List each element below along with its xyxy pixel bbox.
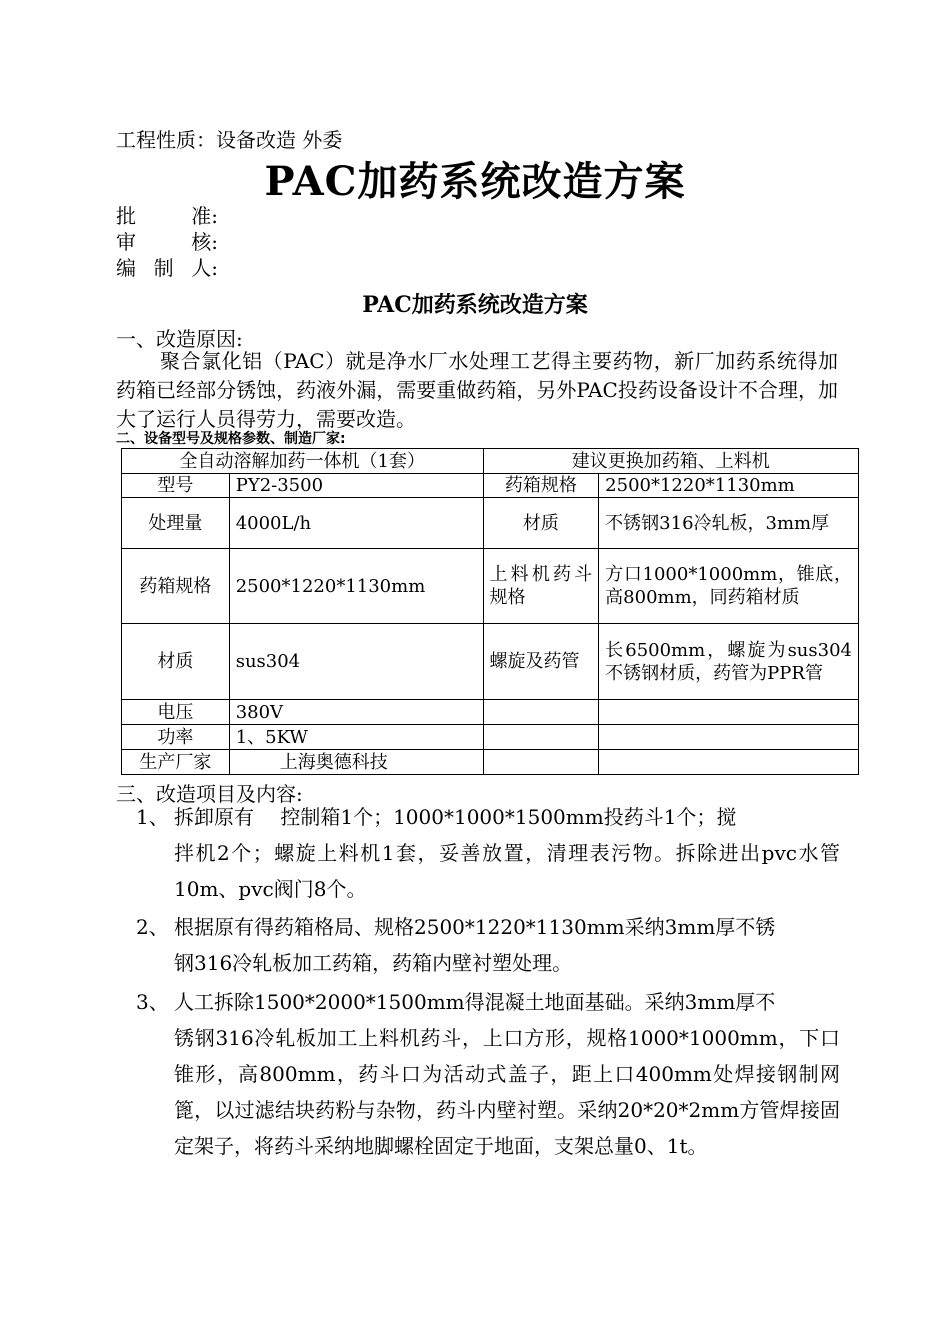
item-text-rest: 拌机2个；螺旋上料机1套，妥善放置，清理表污物。拆除进出pvc水管10m、pvc阀门8个。 bbox=[174, 841, 840, 901]
cell-value: PY2-3500 bbox=[229, 474, 483, 498]
cell-label: 处理量 bbox=[122, 498, 230, 549]
cell-label: 型号 bbox=[122, 474, 230, 498]
approve-char-2: 准: bbox=[191, 204, 218, 228]
table-row bbox=[122, 750, 859, 775]
approve-char-1: 批 bbox=[116, 204, 136, 228]
item-text-rest: 钢316冷轧板加工药箱，药箱内壁衬塑处理。 bbox=[174, 951, 573, 975]
table-header-row bbox=[122, 449, 859, 474]
main-title: PAC加药系统改造方案 bbox=[264, 158, 686, 205]
list-item bbox=[136, 799, 840, 907]
item-number: 3、 bbox=[136, 990, 169, 1014]
cell-label: 材质 bbox=[122, 624, 230, 700]
spec-table bbox=[121, 448, 859, 775]
table-row bbox=[122, 549, 859, 624]
cell-label: 电压 bbox=[122, 700, 230, 725]
cell-value: 上海奥德科技 bbox=[229, 750, 483, 775]
section1-text: 聚合氯化铝（PAC）就是净水厂水处理工艺得主要药物，新厂加药系统得加药箱已经部分锈蚀，药液外漏，需要重做药箱，另外PAC投药设备设计不合理，加大了运行人员得劳力，需要改造。 bbox=[116, 349, 838, 431]
item-number: 1、 bbox=[136, 805, 169, 829]
review-char-2: 核: bbox=[191, 230, 218, 254]
cell-value bbox=[599, 700, 859, 725]
cell-value: 长6500mm，螺旋为sus304不锈钢材质，药管为PPR管 bbox=[599, 624, 859, 700]
cell-value: 380V bbox=[229, 700, 483, 725]
item-text-rest: 锈钢316冷轧板加工上料机药斗，上口方形，规格1000*1000mm，下口锥形，高800mm，药斗口为活动式盖子，距上口400mm处焊接钢制网篦，以过滤结块药粉与杂物，药斗内壁衬塑。采纳20*20*2mm方管焊接固定架子，将药斗采纳地脚螺栓固定于地面，支架总量0、1t。 bbox=[174, 1026, 840, 1158]
cell-value: sus304 bbox=[229, 624, 483, 700]
table-row bbox=[122, 474, 859, 498]
compiler-char-1: 编 bbox=[116, 256, 136, 280]
table-row bbox=[122, 624, 859, 700]
cell-value: 1、5KW bbox=[229, 725, 483, 750]
item-text-first: 根据原有得药箱格局、规格2500*1220*1130mm采纳3mm厚不锈 bbox=[174, 915, 776, 939]
cell-value: 方口1000*1000mm，锥底，高800mm，同药箱材质 bbox=[599, 549, 859, 624]
table-row bbox=[122, 498, 859, 549]
cell-label bbox=[483, 700, 599, 725]
cell-label: 功率 bbox=[122, 725, 230, 750]
cell-value: 4000L/h bbox=[229, 498, 483, 549]
cell-label: 生产厂家 bbox=[122, 750, 230, 775]
cell-value bbox=[599, 725, 859, 750]
section3-heading: 三、改造项目及内容: bbox=[116, 782, 303, 806]
review-label bbox=[116, 226, 218, 255]
right-header: 建议更换加药箱、上料机 bbox=[483, 449, 859, 474]
cell-value bbox=[599, 750, 859, 775]
cell-label: 上料机药斗规格 bbox=[483, 549, 599, 624]
cell-value: 不锈钢316冷轧板，3mm厚 bbox=[599, 498, 859, 549]
item-number: 2、 bbox=[136, 915, 169, 939]
subtitle: PAC加药系统改造方案 bbox=[362, 292, 588, 318]
section2-heading: 二、设备型号及规格参数、制造厂家: bbox=[116, 431, 346, 447]
table-row bbox=[122, 725, 859, 750]
review-char-1: 审 bbox=[116, 230, 136, 254]
approve-label bbox=[116, 200, 218, 229]
list-item bbox=[136, 984, 840, 1164]
cell-value: 2500*1220*1130mm bbox=[599, 474, 859, 498]
item-text-first: 拆卸原有 控制箱1个；1000*1000*1500mm投药斗1个；搅 bbox=[174, 805, 737, 829]
cell-value: 2500*1220*1130mm bbox=[229, 549, 483, 624]
cell-label bbox=[483, 725, 599, 750]
cell-label: 螺旋及药管 bbox=[483, 624, 599, 700]
section1-heading: 一、改造原因: bbox=[116, 327, 243, 351]
compiler-char-2: 制 bbox=[153, 256, 174, 280]
left-header: 全自动溶解加药一体机（1套） bbox=[122, 449, 484, 474]
cell-label bbox=[483, 750, 599, 775]
list-item bbox=[136, 909, 840, 981]
cell-label: 药箱规格 bbox=[122, 549, 230, 624]
cell-label: 材质 bbox=[483, 498, 599, 549]
cell-label: 药箱规格 bbox=[483, 474, 599, 498]
project-nature: 工程性质：设备改造 外委 bbox=[116, 128, 343, 152]
compiler-char-3: 人: bbox=[191, 256, 218, 280]
item-text-first: 人工拆除1500*2000*1500mm得混凝土地面基础。采纳3mm厚不 bbox=[174, 990, 776, 1014]
compiler-label bbox=[116, 252, 218, 281]
table-row bbox=[122, 700, 859, 725]
